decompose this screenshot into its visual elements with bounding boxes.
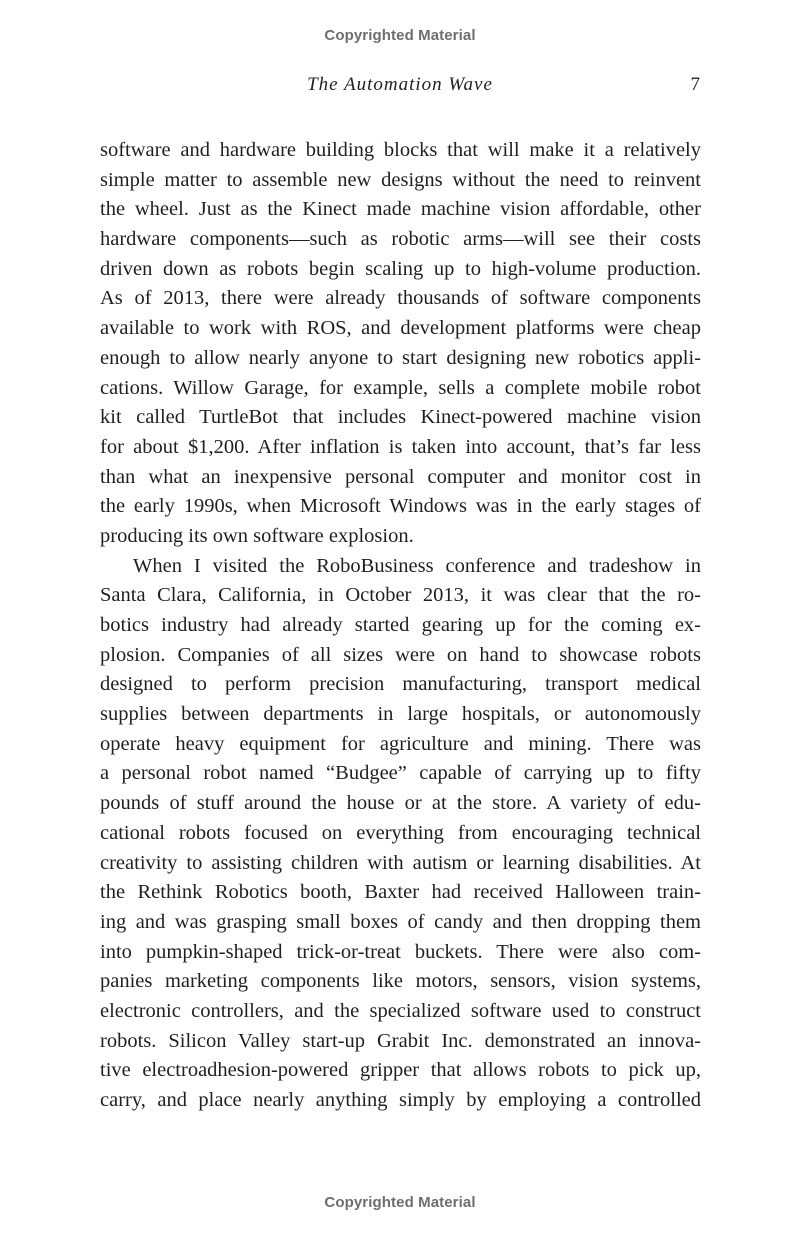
text-line: hardware components—such as robotic arms—will see their costs bbox=[100, 228, 701, 251]
text-line: kit called TurtleBot that includes Kinect-powered machine vision bbox=[100, 406, 701, 429]
running-head-title: The Automation Wave bbox=[307, 74, 493, 95]
paragraph-1 bbox=[100, 136, 701, 552]
text-line: cational robots focused on everything from encouraging technical bbox=[100, 821, 701, 844]
text-line: As of 2013, there were already thousands of software components bbox=[100, 287, 701, 310]
text-line: creativity to assisting children with autism or learning disabilities. At bbox=[100, 851, 701, 874]
text-line: electronic controllers, and the specialized software used to construct bbox=[100, 999, 701, 1022]
text-line: cations. Willow Garage, for example, sells a complete mobile robot bbox=[100, 376, 701, 399]
text-line: designed to perform precision manufacturing, transport medical bbox=[100, 673, 701, 696]
body-text bbox=[100, 136, 701, 1116]
text-line: the early 1990s, when Microsoft Windows was in the early stages of bbox=[100, 495, 701, 518]
copyright-watermark-bottom: Copyrighted Material bbox=[324, 1194, 476, 1211]
copyright-watermark-top: Copyrighted Material bbox=[324, 27, 476, 44]
text-line: for about $1,200. After inflation is taken into account, that’s far less bbox=[100, 435, 701, 458]
text-line: a personal robot named “Budgee” capable of carrying up to fifty bbox=[100, 762, 701, 785]
text-line: carry, and place nearly anything simply by employing a controlled bbox=[100, 1089, 701, 1111]
text-line: pounds of stuff around the house or at the store. A variety of edu- bbox=[100, 792, 701, 815]
text-line: robots. Silicon Valley start-up Grabit Inc. demonstrated an innova- bbox=[100, 1029, 701, 1052]
text-line: operate heavy equipment for agriculture and mining. There was bbox=[100, 732, 701, 755]
text-line: plosion. Companies of all sizes were on hand to showcase robots bbox=[100, 643, 701, 666]
text-line: available to work with ROS, and development platforms were cheap bbox=[100, 317, 701, 340]
text-line: software and hardware building blocks that will make it a relatively bbox=[100, 139, 701, 161]
text-line: than what an inexpensive personal computer and monitor cost in bbox=[100, 465, 701, 488]
text-line: supplies between departments in large hospitals, or autonomously bbox=[100, 703, 701, 726]
text-line: driven down as robots begin scaling up to high-volume production. bbox=[100, 257, 701, 280]
page-number: 7 bbox=[690, 74, 700, 95]
text-line: producing its own software explosion. bbox=[100, 524, 414, 547]
text-line: into pumpkin-shaped trick-or-treat buckets. There were also com- bbox=[100, 940, 701, 963]
text-line: enough to allow nearly anyone to start designing new robotics appli- bbox=[100, 346, 701, 369]
text-line: ing and was grasping small boxes of candy and then dropping them bbox=[100, 910, 701, 933]
paragraph-2 bbox=[100, 552, 701, 1116]
text-line: botics industry had already started gearing up for the coming ex- bbox=[100, 614, 701, 636]
text-line: the Rethink Robotics booth, Baxter had received Halloween train- bbox=[100, 881, 701, 904]
text-line: simple matter to assemble new designs without the need to reinvent bbox=[100, 168, 701, 191]
text-line: When I visited the RoboBusiness conference and tradeshow in bbox=[133, 554, 701, 577]
text-line: panies marketing components like motors, sensors, vision systems, bbox=[100, 970, 701, 993]
text-line: the wheel. Just as the Kinect made machine vision affordable, other bbox=[100, 198, 701, 221]
text-line: tive electroadhesion-powered gripper that allows robots to pick up, bbox=[100, 1059, 701, 1082]
text-line: Santa Clara, California, in October 2013, it was clear that the ro- bbox=[100, 584, 701, 607]
